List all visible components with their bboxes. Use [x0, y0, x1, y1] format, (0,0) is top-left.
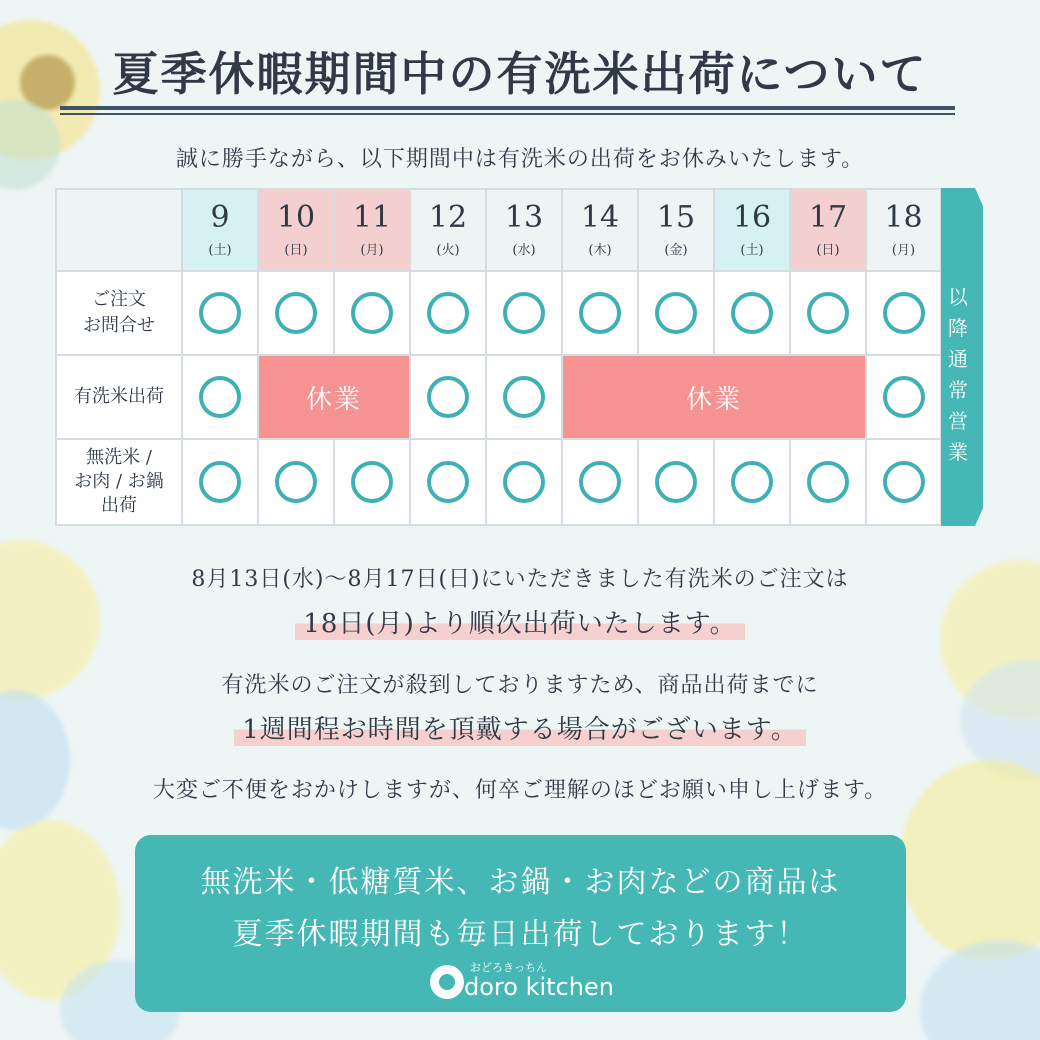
notice-line-1: 8月13日(水)〜8月17日(日)にいただきました有洗米のご注文は — [191, 567, 849, 592]
circle-icon — [427, 376, 469, 418]
circle-icon — [655, 292, 697, 334]
day-header — [183, 190, 257, 270]
day-of-week: (木) — [588, 242, 612, 258]
circle-icon — [731, 461, 773, 503]
circle-icon — [199, 461, 241, 503]
circle-icon — [427, 461, 469, 503]
available-cell — [867, 356, 940, 438]
available-cell — [791, 272, 865, 354]
after-label-char: 営 — [948, 409, 968, 433]
logo-kana: おどろきっちん — [470, 961, 547, 974]
day-header — [791, 190, 865, 270]
schedule-table — [55, 188, 942, 526]
available-cell — [335, 440, 409, 524]
available-cell — [411, 272, 485, 354]
available-cell — [563, 272, 637, 354]
circle-icon — [199, 292, 241, 334]
available-cell — [867, 440, 940, 524]
day-of-week: (土) — [740, 242, 764, 258]
row-label-line: 有洗米出荷 — [74, 385, 164, 407]
circle-icon — [351, 461, 393, 503]
closed-cell: 休業 — [259, 356, 409, 438]
logo-name: doro kitchen — [464, 973, 614, 1001]
available-cell — [867, 272, 940, 354]
title-underline-thin — [60, 113, 955, 115]
day-number: 13 — [504, 199, 544, 235]
row-label-line: お肉 / お鍋 — [74, 470, 164, 492]
row-label-line: 出荷 — [101, 495, 137, 517]
available-cell — [487, 356, 561, 438]
brand-logo — [430, 955, 620, 1005]
day-of-week: (日) — [284, 242, 308, 258]
circle-icon — [503, 292, 545, 334]
day-number: 18 — [884, 199, 923, 235]
notice-emphasis-2-wrap — [0, 709, 1040, 746]
day-header — [715, 190, 789, 270]
title-underline — [60, 106, 955, 110]
after-label-char: 降 — [948, 316, 968, 340]
notice-emphasis-1-wrap — [0, 603, 1040, 640]
available-cell — [259, 440, 333, 524]
day-number: 10 — [276, 199, 316, 235]
available-cell — [715, 272, 789, 354]
after-label-char: 以 — [948, 285, 968, 309]
circle-icon — [579, 292, 621, 334]
page-title: 夏季休暇期間中の有洗米出荷について — [112, 47, 928, 101]
circle-icon — [883, 292, 925, 334]
day-number: 9 — [210, 199, 230, 235]
circle-icon — [503, 376, 545, 418]
available-cell — [563, 440, 637, 524]
table-corner — [57, 190, 181, 270]
day-number: 14 — [580, 199, 620, 235]
available-cell — [183, 356, 257, 438]
notice-line-2: 有洗米のご注文が殺到しておりますため、商品出荷までに — [221, 673, 819, 698]
after-label-char: 通 — [948, 347, 968, 371]
available-cell — [487, 272, 561, 354]
available-cell — [335, 272, 409, 354]
bubble-decoration — [920, 940, 1040, 1040]
circle-icon — [807, 461, 849, 503]
circle-icon — [807, 292, 849, 334]
day-number: 17 — [808, 199, 848, 235]
day-of-week: (水) — [512, 242, 536, 258]
available-cell — [487, 440, 561, 524]
day-header — [867, 190, 940, 270]
day-of-week: (火) — [436, 242, 460, 258]
available-cell — [791, 440, 865, 524]
circle-icon — [655, 461, 697, 503]
available-cell — [259, 272, 333, 354]
closed-cell: 休業 — [563, 356, 865, 438]
circle-icon — [883, 376, 925, 418]
day-number: 15 — [656, 199, 696, 235]
day-of-week: (月) — [360, 242, 384, 258]
day-header — [259, 190, 333, 270]
circle-icon — [503, 461, 545, 503]
after-label-char: 業 — [948, 440, 968, 464]
circle-icon — [579, 461, 621, 503]
notice-line-3: 大変ご不便をおかけしますが、何卒ご理解のほどお願い申し上げます。 — [152, 778, 888, 803]
circle-icon — [275, 461, 317, 503]
circle-icon — [731, 292, 773, 334]
day-header — [639, 190, 713, 270]
day-of-week: (日) — [816, 242, 840, 258]
day-header — [335, 190, 409, 270]
logo-mark-icon — [430, 965, 464, 999]
circle-icon — [427, 292, 469, 334]
day-header — [563, 190, 637, 270]
day-number: 16 — [732, 199, 772, 235]
row-label-washed-rice — [57, 356, 181, 438]
circle-icon — [351, 292, 393, 334]
circle-icon — [883, 461, 925, 503]
available-cell — [715, 440, 789, 524]
day-of-week: (土) — [208, 242, 232, 258]
intro-text: 誠に勝手ながら、以下期間中は有洗米の出荷をお休みいたします。 — [175, 147, 865, 172]
available-cell — [411, 356, 485, 438]
available-cell — [639, 440, 713, 524]
available-cell — [639, 272, 713, 354]
row-label-line: ご注文 — [92, 288, 146, 310]
panel-line-2: 夏季休暇期間も毎日出荷しております！ — [232, 917, 809, 952]
available-cell — [183, 440, 257, 524]
row-label-other-products — [57, 440, 181, 524]
day-of-week: (金) — [664, 242, 688, 258]
after-label-char: 常 — [948, 378, 968, 402]
day-number: 11 — [352, 199, 392, 235]
available-cell — [183, 272, 257, 354]
circle-icon — [199, 376, 241, 418]
row-label-line: お問合せ — [83, 315, 155, 336]
day-of-week: (月) — [891, 242, 916, 258]
day-number: 12 — [428, 199, 468, 235]
available-cell — [411, 440, 485, 524]
circle-icon — [275, 292, 317, 334]
notice-emphasis-2: 1週間程お時間を頂戴する場合がございます。 — [234, 709, 805, 746]
after-normal-business-label — [941, 282, 975, 468]
row-label-orders — [57, 272, 181, 354]
day-header — [411, 190, 485, 270]
panel-line-1: 無洗米・低糖質米、お鍋・お肉などの商品は — [200, 865, 841, 900]
row-label-line: 無洗米 / — [86, 446, 152, 468]
day-header — [487, 190, 561, 270]
info-panel — [135, 835, 906, 1012]
notice-emphasis-1: 18日(月)より順次出荷いたします。 — [295, 603, 744, 640]
